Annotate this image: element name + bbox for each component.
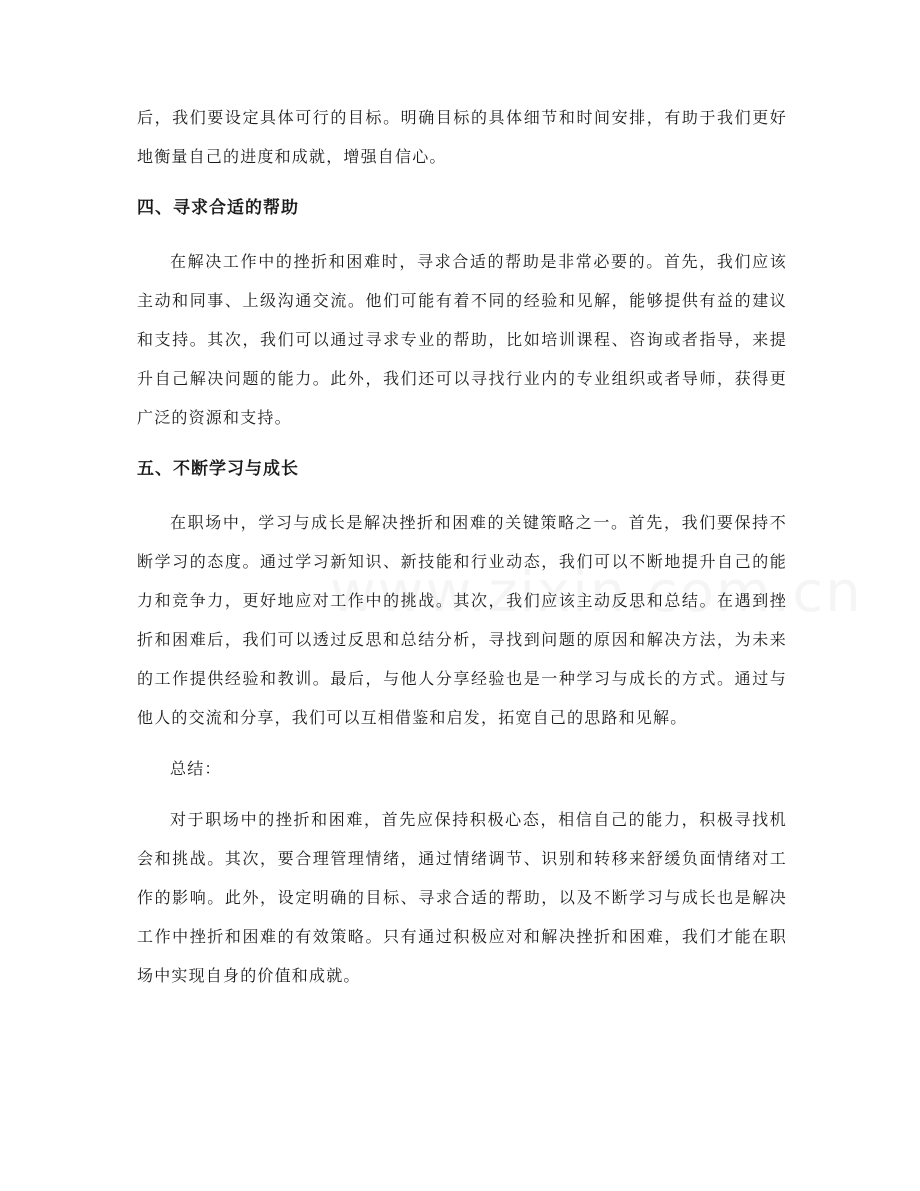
- document-content: [137, 98, 787, 1007]
- section-learning: [137, 449, 787, 737]
- section-help: [137, 188, 787, 437]
- continuation-paragraph: 后，我们要设定具体可行的目标。明确目标的具体细节和时间安排，有助于我们更好地衡量自己的进度和成就，增强自信心。: [137, 108, 787, 166]
- section-body-learning: 在职场中，学习与成长是解决挫折和困难的关键策略之一。首先，我们要保持不断学习的态度。通过学习新知识、新技能和行业动态，我们可以不断地提升自己的能力和竞争力，更好地应对工作中的挑战。其次，我们应该主动反思和总结。在遇到挫折和困难后，我们可以透过反思和总结分析，寻找到问题的原因和解决方法，为未来的工作提供经验和教训。最后，与他人分享经验也是一种学习与成长的方式。通过与他人的交流和分享，我们可以互相借鉴和启发，拓宽自己的思路和见解。: [137, 513, 787, 727]
- summary-label: 总结：: [170, 759, 222, 778]
- section-heading-learning: 五、不断学习与成长: [137, 459, 299, 479]
- section-heading-help: 四、寻求合适的帮助: [137, 198, 299, 218]
- section-body-help: 在解决工作中的挫折和困难时，寻求合适的帮助是非常必要的。首先，我们应该主动和同事、上级沟通交流。他们可能有着不同的经验和见解，能够提供有益的建议和支持。其次，我们可以通过寻求专业的帮助，比如培训课程、咨询或者指导，来提升自己解决问题的能力。此外，我们还可以寻找行业内的专业组织或者导师，获得更广泛的资源和支持。: [137, 252, 787, 427]
- summary-body: 对于职场中的挫折和困难，首先应保持积极心态，相信自己的能力，积极寻找机会和挑战。其次，要合理管理情绪，通过情绪调节、识别和转移来舒缓负面情绪对工作的影响。此外，设定明确的目标、寻求合适的帮助，以及不断学习与成长也是解决工作中挫折和困难的有效策略。只有通过积极应对和解决挫折和困难，我们才能在职场中实现自身的价值和成就。: [137, 810, 787, 985]
- summary-section: [137, 749, 787, 995]
